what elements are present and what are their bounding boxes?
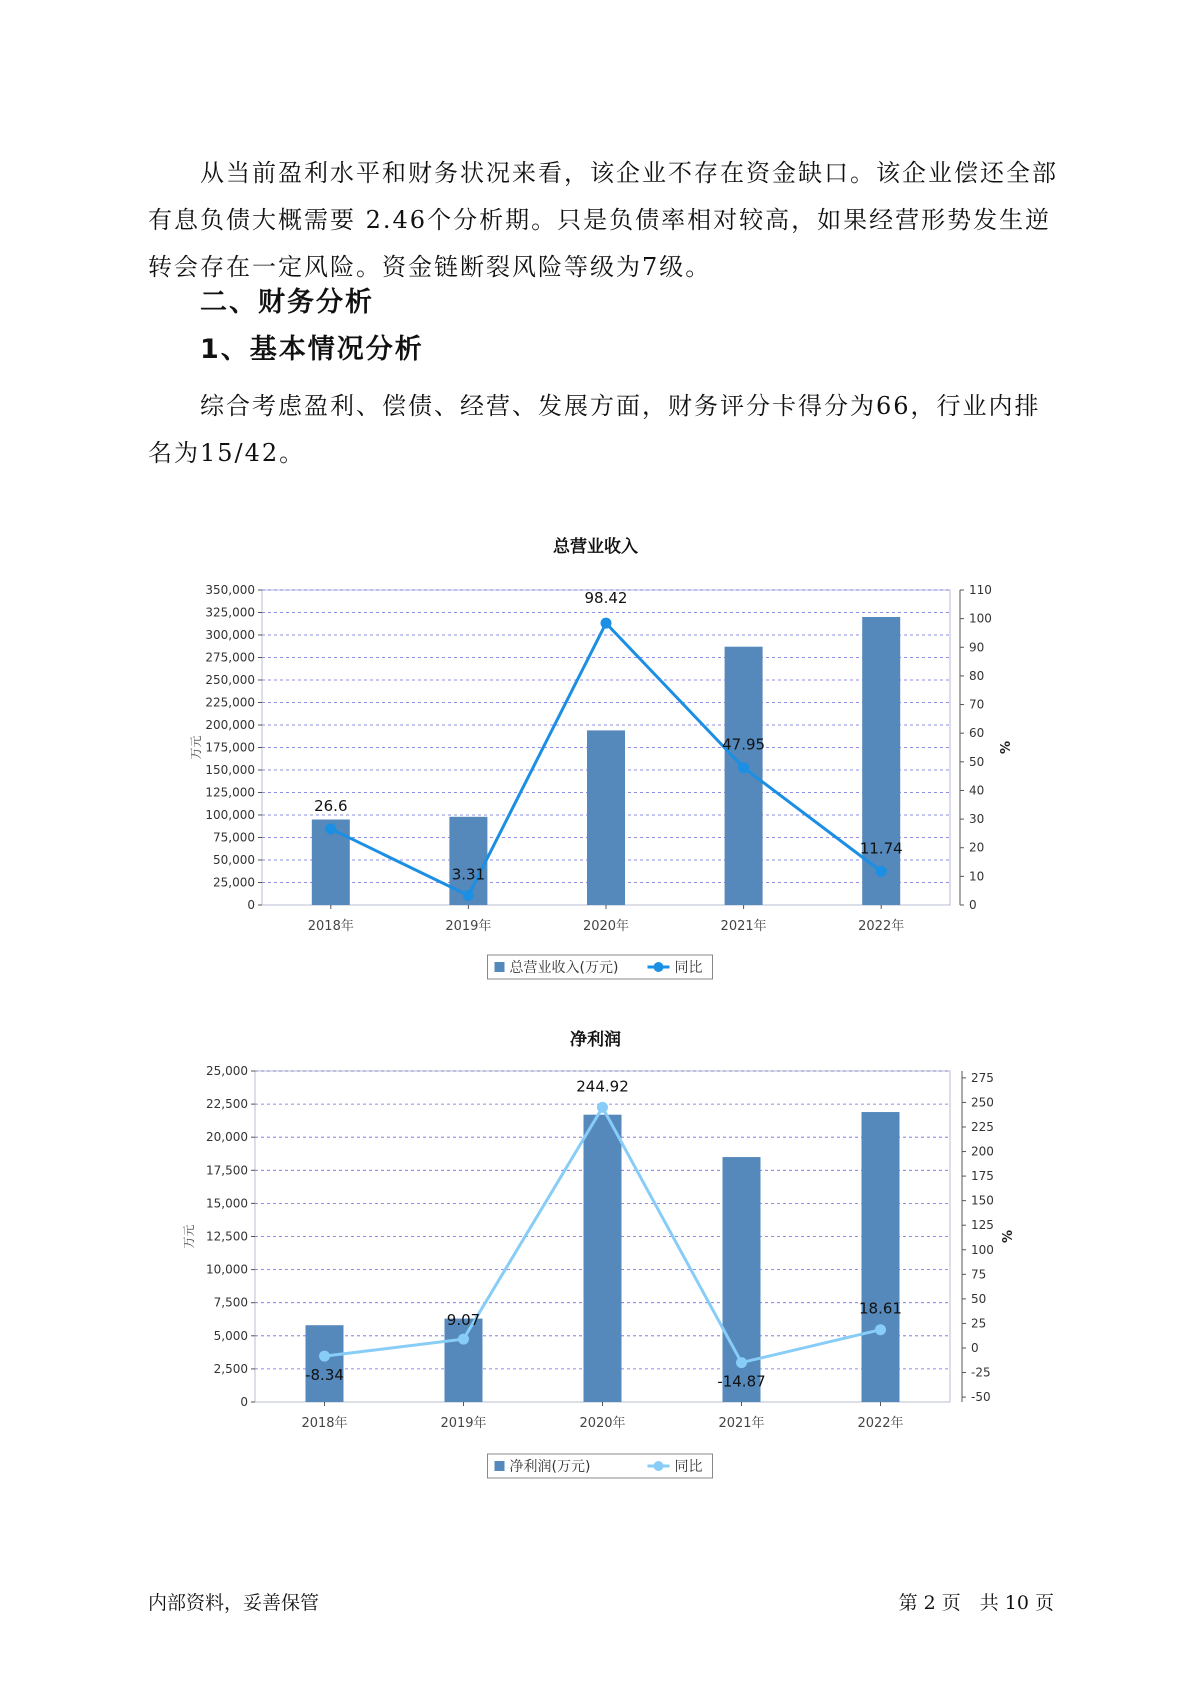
- x-tick-label: 2022年: [858, 919, 905, 934]
- legend-line-marker: [654, 962, 664, 972]
- data-label: -14.87: [717, 1372, 766, 1391]
- y-tick-label: 12,500: [206, 1229, 248, 1244]
- legend-bar-label: 净利润(万元): [509, 1459, 591, 1475]
- y-tick-label: 350,000: [205, 583, 255, 597]
- y-tick-label: 125,000: [205, 785, 255, 800]
- y2-tick-label: 25: [971, 1316, 987, 1331]
- y2-tick-label: 60: [969, 726, 985, 741]
- data-label: -8.34: [305, 1366, 344, 1385]
- chart-title-revenue: 总营业收入: [553, 537, 638, 557]
- bar-3: [587, 730, 625, 905]
- y2-tick-label: -50: [971, 1390, 991, 1405]
- y2-tick-label: 90: [969, 640, 985, 655]
- y-tick-label: 25,000: [213, 875, 255, 890]
- score-paragraph: 综合考虑盈利、偿债、经营、发展方面，财务评分卡得分为66，行业内排名为15/42。: [148, 392, 1041, 467]
- yoy-point-4: [736, 1357, 747, 1368]
- x-tick-label: 2021年: [720, 919, 767, 934]
- section-heading: 二、财务分析: [200, 287, 374, 318]
- y2-tick-label: 50: [971, 1291, 987, 1306]
- x-tick-label: 2019年: [440, 1416, 487, 1431]
- y-tick-label: 300,000: [205, 628, 255, 642]
- y2-tick-label: 275: [971, 1070, 994, 1085]
- y-tick-label: 20,000: [206, 1130, 248, 1145]
- y-tick-label: 200,000: [205, 718, 255, 732]
- y2-tick-label: 70: [969, 697, 985, 712]
- bar-1: [306, 1325, 344, 1402]
- yoy-point-5: [876, 866, 887, 877]
- y-tick-label: 100,000: [205, 808, 255, 822]
- net-profit-chart: [0, 1053, 1191, 1473]
- y-tick-label: 150,000: [205, 763, 255, 777]
- y-tick-label: 25,000: [206, 1064, 248, 1078]
- y2-tick-label: 150: [971, 1193, 994, 1208]
- footer-confidential: 内部资料，妥善保管: [148, 1592, 320, 1614]
- y2-tick-label: 30: [969, 812, 985, 827]
- x-tick-label: 2019年: [445, 919, 492, 934]
- y2-tick-label: 0: [969, 898, 977, 912]
- chart-title-net-profit: 净利润: [570, 1030, 621, 1050]
- y2-tick-label: 250: [971, 1095, 994, 1110]
- y-tick-label: 50,000: [213, 853, 255, 867]
- bar-2: [445, 1319, 483, 1402]
- yoy-point-2: [463, 890, 474, 901]
- y-tick-label: 225,000: [205, 695, 255, 710]
- footer-page-number: 第 2 页 共 10 页: [898, 1592, 1054, 1614]
- data-label: 11.74: [859, 839, 903, 858]
- y-axis-title: 万元: [182, 1224, 196, 1249]
- y2-tick-label: 100: [969, 611, 992, 626]
- y-tick-label: 0: [240, 1395, 248, 1409]
- y2-tick-label: 0: [971, 1340, 979, 1355]
- y2-tick-label: 50: [969, 754, 985, 769]
- data-label: 244.92: [576, 1077, 629, 1096]
- bar-3: [584, 1115, 622, 1402]
- revenue-chart: [0, 560, 1191, 980]
- y2-axis-title: %: [1001, 1229, 1016, 1244]
- data-label: 47.95: [722, 735, 766, 754]
- y-tick-label: 5,000: [213, 1328, 248, 1343]
- legend-bar-swatch: [495, 962, 505, 972]
- y-tick-label: 15,000: [206, 1196, 248, 1211]
- bar-5: [862, 1112, 900, 1402]
- y2-tick-label: 75: [971, 1267, 987, 1282]
- risk-summary-paragraph: 从当前盈利水平和财务状况来看，该企业不存在资金缺口。该企业偿还全部有息负债大概需要 2.46个分析期。只是负债率相对较高，如果经营形势发生逆转会存在一定风险。资金链断裂风险等级为7级。: [148, 159, 1058, 281]
- data-label: 18.61: [859, 1299, 902, 1318]
- yoy-point-4: [738, 762, 749, 773]
- y-tick-label: 275,000: [205, 650, 255, 665]
- yoy-point-5: [875, 1324, 886, 1335]
- yoy-point-3: [597, 1102, 608, 1113]
- y2-tick-label: -25: [971, 1365, 991, 1380]
- data-label: 9.07: [446, 1311, 481, 1330]
- y-tick-label: 325,000: [205, 605, 255, 620]
- x-tick-label: 2021年: [718, 1416, 765, 1431]
- x-tick-label: 2018年: [307, 919, 354, 934]
- y-tick-label: 22,500: [206, 1097, 248, 1112]
- legend-line-label: 同比: [674, 1459, 703, 1475]
- yoy-point-2: [458, 1334, 469, 1345]
- data-label: 3.31: [451, 865, 486, 884]
- y-tick-label: 75,000: [213, 830, 255, 845]
- legend-line-marker: [654, 1461, 664, 1471]
- y2-tick-label: 10: [969, 869, 985, 884]
- subsection-heading: 1、基本情况分析: [200, 334, 424, 365]
- x-tick-label: 2022年: [857, 1416, 904, 1431]
- x-tick-label: 2020年: [579, 1416, 626, 1431]
- y2-tick-label: 80: [969, 668, 985, 683]
- y-tick-label: 17,500: [206, 1163, 248, 1178]
- y2-tick-label: 110: [969, 583, 992, 597]
- y2-axis-title: %: [999, 740, 1014, 755]
- y2-tick-label: 125: [971, 1218, 994, 1233]
- y2-tick-label: 225: [971, 1119, 994, 1134]
- yoy-point-3: [601, 618, 612, 629]
- x-tick-label: 2020年: [582, 919, 630, 934]
- legend-line-label: 同比: [674, 960, 703, 976]
- y-tick-label: 7,500: [213, 1295, 248, 1310]
- y-tick-label: 175,000: [205, 740, 255, 755]
- y-tick-label: 2,500: [213, 1361, 248, 1376]
- y2-tick-label: 40: [969, 783, 985, 798]
- y-tick-label: 0: [247, 898, 255, 912]
- x-tick-label: 2018年: [301, 1416, 348, 1431]
- yoy-point-1: [319, 1351, 330, 1362]
- data-label: 26.6: [314, 796, 348, 815]
- y-axis-title: 万元: [189, 735, 203, 760]
- y2-tick-label: 20: [969, 840, 985, 855]
- yoy-point-1: [325, 823, 336, 834]
- y2-tick-label: 100: [971, 1242, 994, 1257]
- data-label: 98.42: [584, 589, 628, 608]
- y-tick-label: 250,000: [205, 673, 255, 687]
- legend-bar-label: 总营业收入(万元): [509, 960, 619, 976]
- y2-tick-label: 200: [971, 1144, 994, 1159]
- y-tick-label: 10,000: [206, 1262, 248, 1277]
- y2-tick-label: 175: [971, 1169, 994, 1184]
- legend-bar-swatch: [495, 1461, 505, 1471]
